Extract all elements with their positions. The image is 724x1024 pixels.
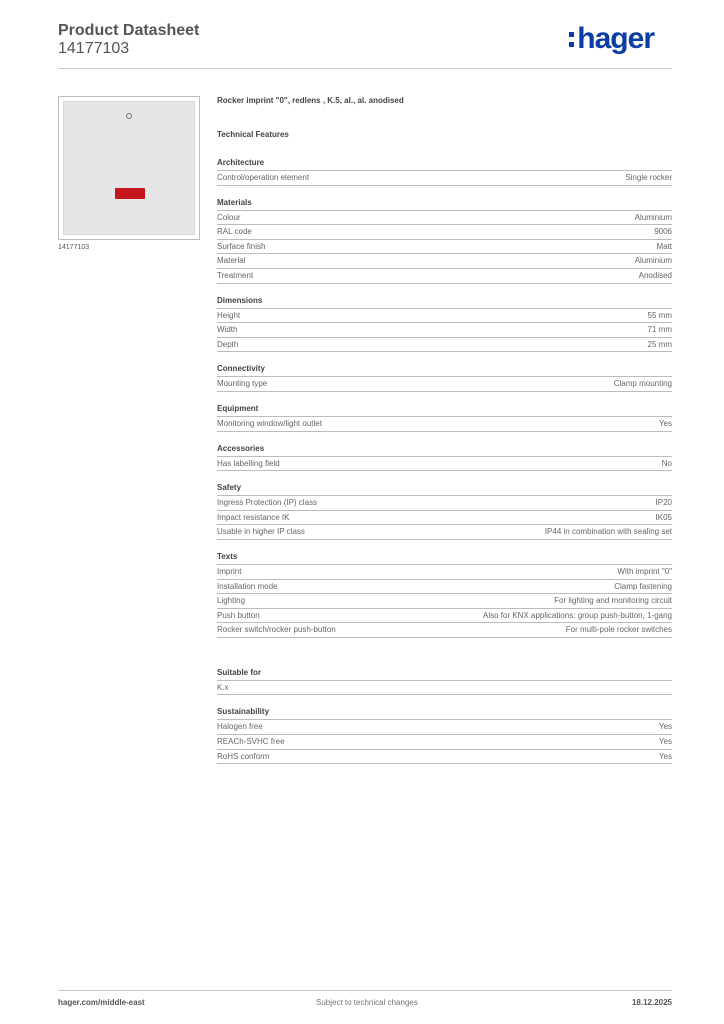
feature-label: RAL code [217,227,252,237]
feature-label: Imprint [217,566,242,576]
feature-label: Monitoring window/light outlet [217,418,322,428]
feature-label: Lighting [217,596,246,606]
product-description: Rocker imprint "0", redlens , K.5, al., al. anodised [217,96,404,105]
section-equipment [217,402,672,432]
feature-value: No [661,458,672,468]
document-title: Product Datasheet [58,22,200,39]
feature-label: Impact resistance IK [217,512,290,522]
feature-value: 25 mm [647,339,672,349]
section-title: Texts [217,550,672,565]
section-title: Equipment [217,402,672,417]
feature-label: Control/operation element [217,173,310,182]
section-materials [217,196,672,284]
feature-value: Anodised [638,270,672,280]
feature-label: Has labelling field [217,458,280,468]
section-title: Suitable for [217,666,672,681]
feature-row [217,594,672,609]
feature-label: RoHS conform [217,751,270,761]
feature-row [217,417,672,432]
hager-logo [569,22,654,56]
feature-label: Treatment [217,270,254,280]
footer-notice: Subject to technical changes [316,998,418,1007]
feature-row [217,269,672,284]
feature-label: K.x [217,682,229,692]
feature-value: Aluminium [634,212,672,222]
feature-row [217,511,672,526]
feature-row [217,580,672,595]
feature-row [217,377,672,392]
feature-value: Aluminium [634,256,672,266]
feature-value: 55 mm [647,310,672,320]
feature-value: For lighting and monitoring circuit [554,596,672,606]
feature-label: REACh-SVHC free [217,737,285,747]
feature-value: Yes [658,751,672,761]
feature-value: Clamp mounting [613,379,672,389]
feature-label: Ingress Protection (IP) class [217,498,318,508]
feature-value: IK05 [655,512,672,522]
feature-value: For multi-pole rocker switches [565,625,672,635]
feature-row [217,565,672,580]
feature-label: Surface finish [217,241,266,251]
feature-label: Height [217,310,241,320]
feature-label: Depth [217,339,239,349]
section-texts [217,550,672,638]
feature-value: Yes [658,737,672,747]
image-caption: 14177103 [58,244,90,251]
section-architecture [217,156,672,186]
feature-row [217,457,672,472]
feature-row [217,323,672,338]
footer-divider [58,990,672,991]
feature-value: Clamp fastening [614,581,672,591]
feature-label: Push button [217,610,260,620]
product-id: 14177103 [58,40,130,57]
feature-row [217,609,672,624]
feature-value: Matt [656,241,672,251]
section-suitable-for [217,666,672,696]
feature-value: IP44 in combination with sealing set [544,527,672,537]
feature-row [217,171,672,186]
footer-website: hager.com/middle-east [58,998,145,1007]
feature-row [217,211,672,226]
feature-value: Yes [658,418,672,428]
red-lens-window [115,188,145,199]
section-accessories [217,442,672,472]
feature-row [217,240,672,255]
feature-row [217,225,672,240]
feature-label: Material [217,256,246,266]
feature-label: Colour [217,212,241,222]
feature-label: Width [217,325,238,335]
feature-row [217,735,672,750]
feature-label: Mounting type [217,379,268,389]
section-title: Connectivity [217,362,672,377]
feature-row [217,681,672,696]
page-header [58,20,672,72]
feature-value: Also for KNX applications: group push-button, 1-gang [482,610,672,620]
feature-row [217,623,672,638]
product-image [58,96,200,240]
feature-sections [217,156,672,764]
feature-row [217,338,672,353]
feature-value: With imprint "0" [617,566,672,576]
header-divider [58,68,672,69]
section-title: Architecture [217,156,672,171]
logo-text: hager [577,22,654,55]
feature-value: Yes [658,722,672,732]
feature-label: Halogen free [217,722,263,732]
section-spacer [217,648,672,666]
imprint-circle-icon [126,113,132,119]
feature-value: 71 mm [647,325,672,335]
feature-row [217,750,672,765]
feature-row [217,525,672,540]
section-title: Safety [217,481,672,496]
feature-row [217,254,672,269]
feature-row [217,720,672,735]
logo-colon-icon [569,32,574,47]
section-title: Sustainability [217,705,672,720]
feature-label: Usable in higher IP class [217,527,305,537]
switch-plate-icon [63,101,195,235]
section-safety [217,481,672,540]
feature-value: 9006 [654,227,672,237]
footer-date: 18.12.2025 [631,998,672,1007]
section-title: Materials [217,196,672,211]
feature-value: IP20 [655,498,672,508]
feature-label: Rocker switch/rocker push-button [217,625,336,635]
technical-features-heading: Technical Features [217,130,289,139]
section-dimensions [217,294,672,353]
section-sustainability [217,705,672,764]
feature-row [217,309,672,324]
section-title: Accessories [217,442,672,457]
feature-label: Installation mode [217,581,278,591]
section-connectivity [217,362,672,392]
section-title: Dimensions [217,294,672,309]
feature-row [217,496,672,511]
datasheet-content [217,96,672,774]
feature-value: Single rocker [625,173,672,182]
